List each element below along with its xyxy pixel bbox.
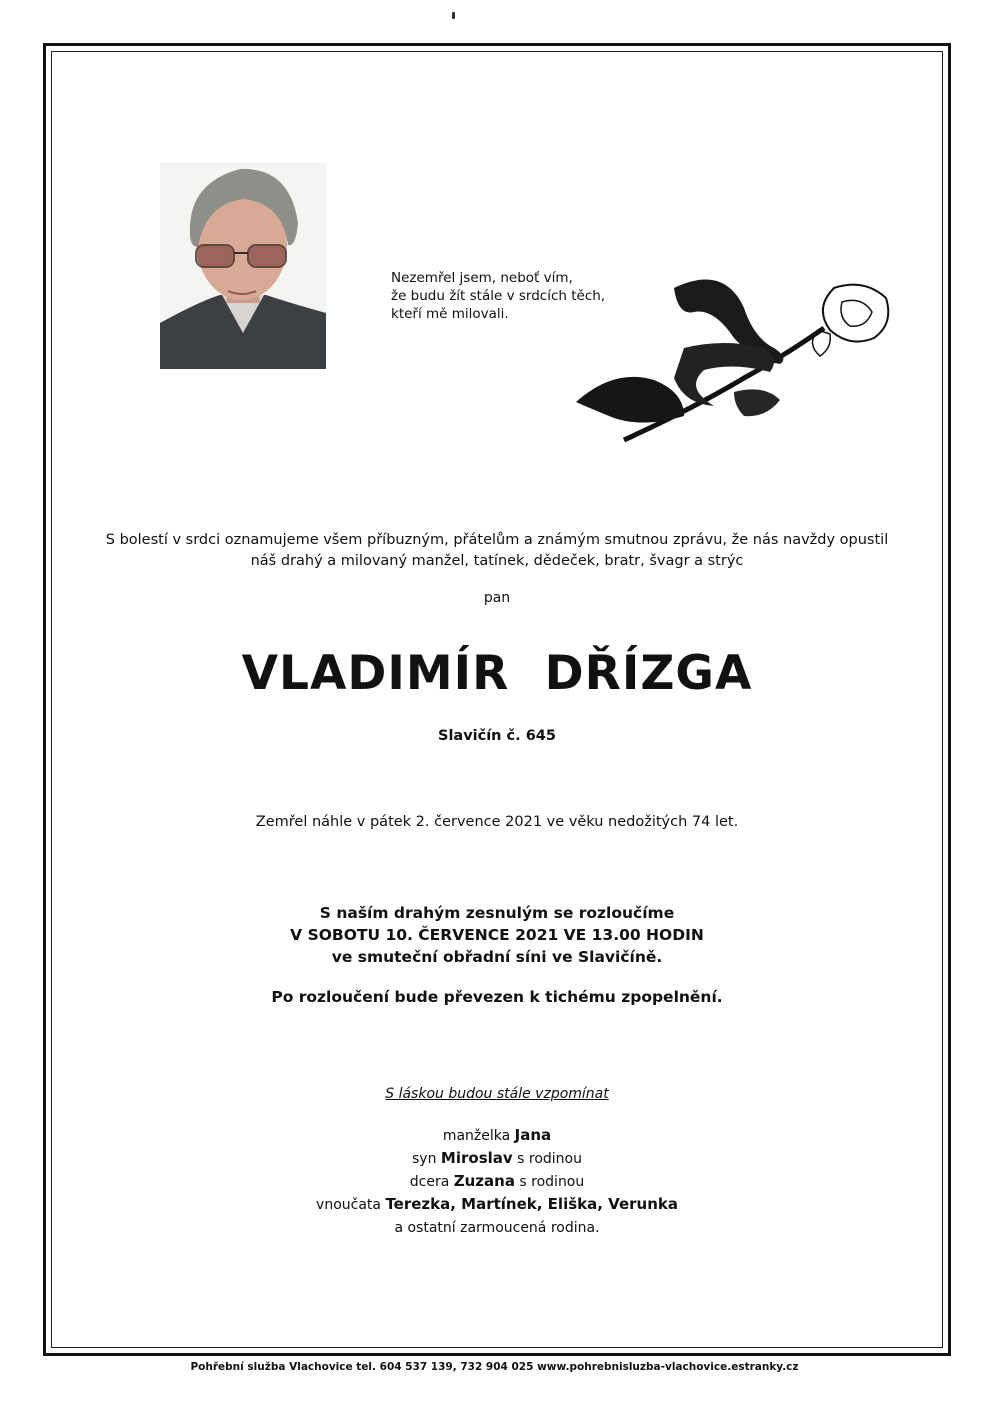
rose-illustration [574,268,896,444]
family-member: manželka Jana [442,1126,552,1144]
family-list [60,1124,934,1239]
announcement-line: S bolestí v srdci oznamujeme všem příbuzným, přátelům a známým smutnou zprávu, že nás navždy opustil [105,532,889,548]
family-member: syn Miroslav s rodinou [412,1149,582,1167]
family-member: dcera Zuzana s rodinou [409,1172,585,1190]
announcement-line: náš drahý a milovaný manžel, tatínek, dědeček, bratr, švagr a strýc [250,553,744,569]
ceremony-line: ve smuteční obřadní síni ve Slavičíně. [331,948,663,966]
quote-line: Nezemřel jsem, neboť vím, [391,270,573,286]
death-notice: Zemřel náhle v pátek 2. července 2021 ve věku nedožitých 74 let. [255,814,739,830]
funeral-service-footer: Pohřební služba Vlachovice tel. 604 537 139, 732 904 025 www.pohrebnisluzba-vlachovice.estranky.cz [190,1361,799,1373]
scan-mark [452,12,455,19]
quote-line: kteří mě milovali. [391,306,509,322]
deceased-address: Slavičín č. 645 [438,728,556,744]
ceremony-line: S naším drahým zesnulým se rozloučíme [319,904,675,922]
family-member: vnoučata Terezka, Martínek, Eliška, Verunka [316,1195,678,1213]
quote-line: že budu žít stále v srdcích těch, [391,288,606,304]
ceremony-info [60,902,934,968]
salutation: pan [483,590,511,606]
announcement-text [60,530,934,572]
deceased-name: VLADIMÍR DŘÍZGA [241,646,753,701]
ceremony-line: V SOBOTU 10. ČERVENCE 2021 VE 13.00 HODIN [290,926,704,944]
family-member: a ostatní zarmoucená rodina. [394,1220,600,1236]
remember-heading: S láskou budou stále vzpomínat [385,1086,609,1102]
cremation-notice: Po rozloučení bude převezen k tichému zpopelnění. [271,988,723,1006]
portrait-photo [160,163,326,369]
